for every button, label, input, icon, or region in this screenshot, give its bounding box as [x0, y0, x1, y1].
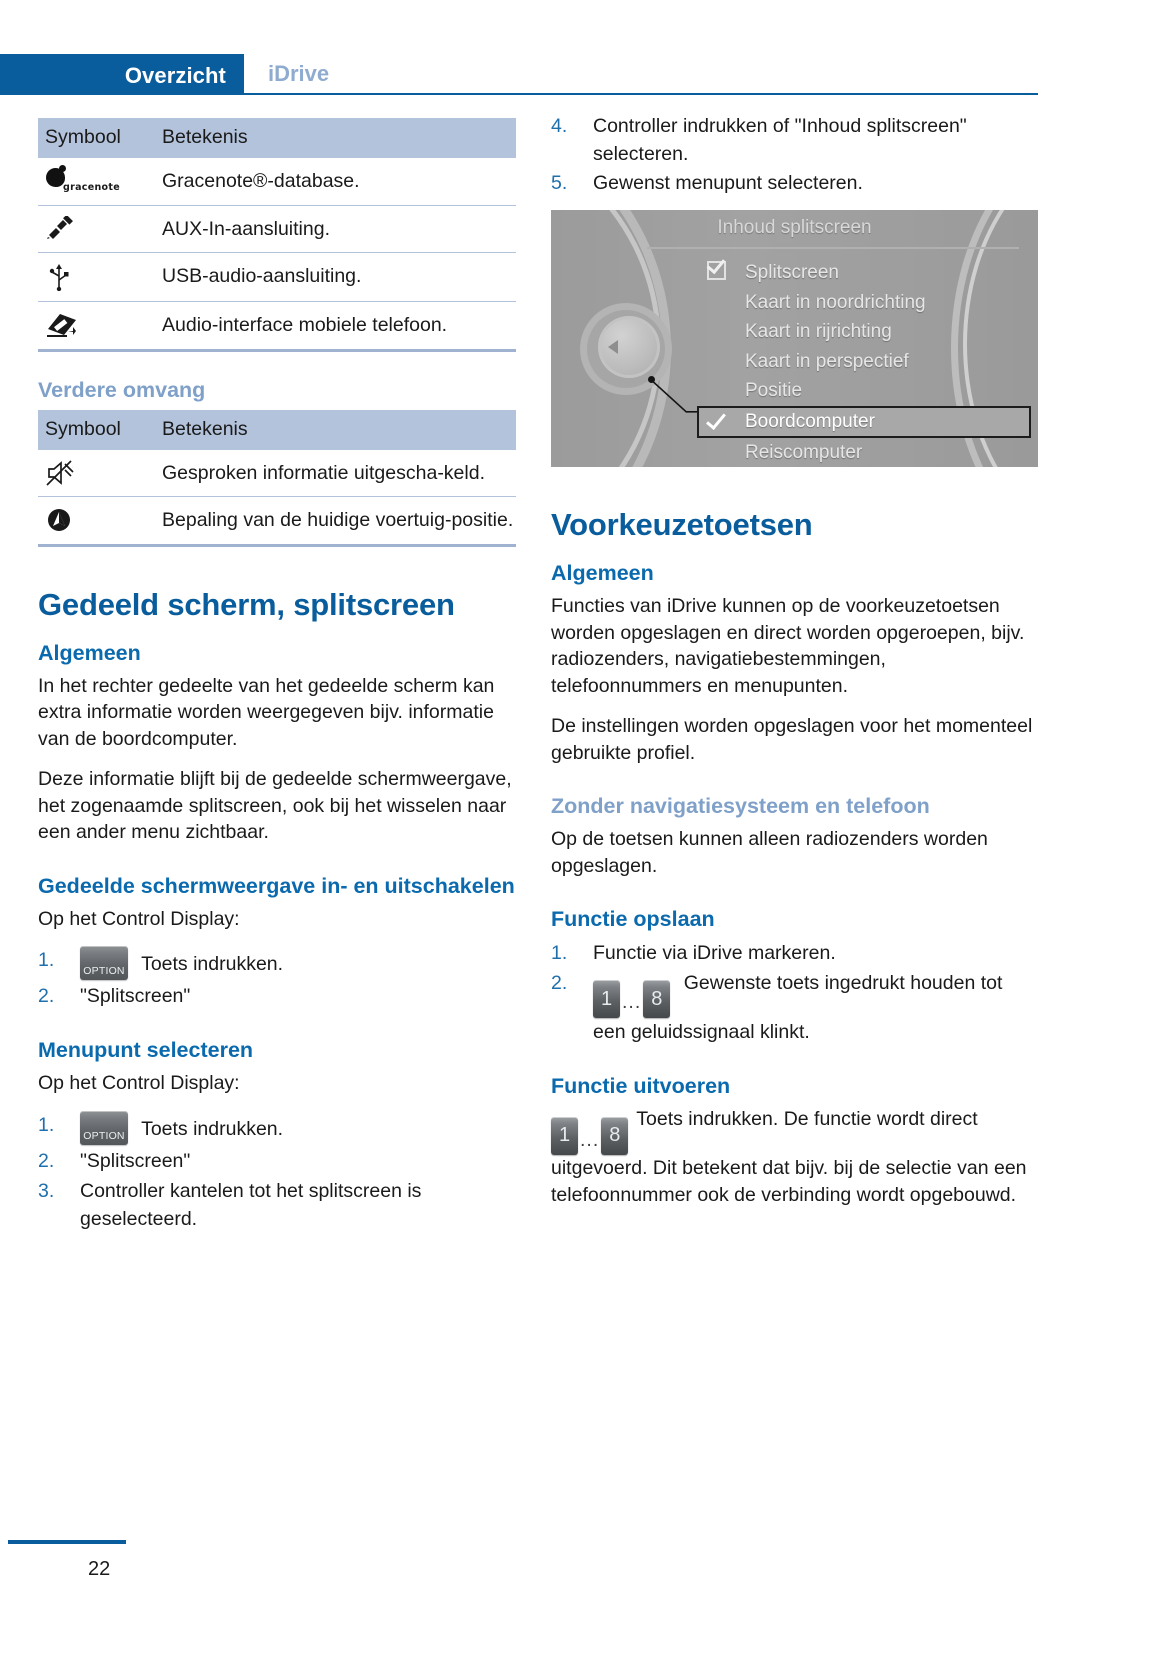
tab-overzicht[interactable]	[0, 54, 244, 94]
preset-key-1-label: 1	[558, 1124, 571, 1146]
steps-functie-opslaan	[551, 939, 1038, 1046]
menu-item-kaart-perspectief[interactable]	[699, 347, 1029, 377]
step-number: 2.	[551, 972, 568, 994]
option-key-label: OPTION	[83, 1129, 125, 1142]
functie-uitvoeren-body	[551, 1106, 1038, 1208]
step-number: 1.	[38, 1113, 55, 1136]
menu-item-boordcomputer[interactable]	[697, 406, 1031, 438]
step-text: Toets indrukken.	[141, 953, 284, 975]
back-arrow-knob-icon	[598, 316, 660, 378]
preset-key-8-icon[interactable]	[643, 980, 670, 1018]
aux-in-jack-icon	[46, 216, 80, 240]
mobile-phone-audio-interface-icon	[46, 312, 80, 338]
column-header-symbool: Symbool	[38, 410, 155, 450]
left-arrow-icon	[608, 340, 618, 354]
table-row	[38, 302, 516, 349]
table-row	[38, 253, 516, 302]
meaning-cell: AUX-In-aansluiting.	[155, 205, 516, 253]
paragraph: Functies van iDrive kunnen op de voorkeuzetoetsen worden opgeslagen en direct worden opgeroepen, bijv. radiozenders, navigatiebestemmingen, telefoonnummers en menupunten.	[551, 595, 1025, 697]
preset-key-range-icon[interactable]	[593, 980, 670, 1018]
preset-key-8-label: 8	[609, 1124, 621, 1146]
menu-item-label: Splitscreen	[745, 262, 839, 283]
heading-zonder-navigatiesysteem: Zonder navigatiesysteem en telefoon	[551, 794, 930, 818]
list-item	[551, 112, 1038, 168]
symbol-table-2	[38, 410, 516, 544]
idrive-title-rule	[647, 247, 1019, 249]
list-item	[38, 946, 516, 980]
column-header-betekenis: Betekenis	[155, 410, 516, 450]
step-number: 2.	[38, 1149, 55, 1172]
speaker-muted-icon	[46, 460, 76, 486]
list-item	[38, 1111, 516, 1145]
chapter-title-gedeeld-scherm: Gedeeld scherm, splitscreen	[38, 586, 455, 622]
step-text: Gewenst menupunt selecteren.	[593, 172, 863, 194]
functie-uitvoeren-line2: De functie wordt direct uitgevoerd. Dit betekent dat bijv. bij de selectie van een telefoonnummer ook de verbinding wordt opgebouwd.	[551, 1108, 1027, 1206]
preset-key-1-icon[interactable]	[593, 980, 620, 1018]
step-number: 1.	[38, 949, 55, 971]
symbol-cell	[38, 205, 155, 253]
heading-algemeen-left: Algemeen	[38, 640, 141, 665]
menu-item-kaart-rijrichting[interactable]	[699, 317, 1029, 347]
right-column	[551, 112, 1038, 1222]
menu-item-kaart-noordrichting[interactable]	[699, 288, 1029, 318]
menu-item-label: Kaart in noordrichting	[745, 291, 926, 313]
list-item	[38, 1147, 516, 1175]
heading-menupunt-selecteren: Menupunt selecteren	[38, 1038, 254, 1062]
symbol-cell	[38, 158, 155, 205]
functie-uitvoeren-line1: Toets indrukken.	[636, 1108, 779, 1130]
step-text: "Splitscreen"	[80, 1149, 191, 1172]
usb-icon	[46, 263, 72, 291]
column-header-symbool: Symbool	[38, 118, 155, 158]
list-item	[551, 969, 1038, 1046]
menu-item-label: Positie	[745, 380, 803, 401]
symbol-cell	[38, 450, 155, 497]
list-item	[551, 939, 1038, 967]
meaning-cell: Gracenote®-database.	[155, 158, 516, 205]
paragraph: In het rechter gedeelte van het gedeelde scherm kan extra informatie worden weergegeven bijv. informatie van de boordcomputer.	[38, 674, 495, 750]
menu-item-label: Boordcomputer	[745, 410, 875, 432]
idrive-screen-title: Inhoud splitscreen	[717, 217, 872, 238]
intro-control-display: Op het Control Display:	[38, 907, 240, 930]
table-row	[38, 158, 516, 205]
intro-control-display: Op het Control Display:	[38, 1072, 240, 1094]
page-header	[0, 27, 1165, 88]
list-item	[38, 1177, 516, 1233]
footer-rule	[8, 1540, 126, 1544]
step-text: "Splitscreen"	[80, 985, 191, 1007]
heading-functie-uitvoeren: Functie uitvoeren	[551, 1074, 731, 1098]
heading-verdere-omvang: Verdere omvang	[38, 377, 206, 402]
option-key-icon[interactable]	[80, 946, 128, 980]
chapter-title-voorkeuzetoetsen: Voorkeuzetoetsen	[551, 507, 813, 542]
ellipsis: ...	[580, 1128, 600, 1151]
step-number: 1.	[551, 942, 568, 964]
steps-menupunt-selecteren	[38, 1111, 516, 1233]
table-row	[38, 205, 516, 253]
table-header-row	[38, 118, 516, 158]
preset-key-8-label: 8	[651, 988, 663, 1010]
step-number: 2.	[38, 985, 55, 1007]
step-number: 3.	[38, 1179, 55, 1202]
step-text: Toets indrukken.	[141, 1117, 284, 1140]
page-number: 22	[88, 1558, 111, 1580]
gracenote-logo-icon: gracenote	[46, 168, 138, 190]
symbol-cell	[38, 497, 155, 544]
paragraph: De instellingen worden opgeslagen voor het momenteel gebruikte profiel.	[551, 715, 1033, 764]
symbol-table-1	[38, 118, 516, 349]
meaning-cell: USB-audio-aansluiting.	[155, 253, 516, 302]
idrive-screenshot-figure	[551, 210, 1038, 467]
tab-overzicht-label: Overzicht	[124, 63, 226, 88]
heading-functie-opslaan: Functie opslaan	[551, 907, 715, 931]
ellipsis: ...	[622, 991, 642, 1013]
meaning-cell: Gesproken informatie uitgescha-keld.	[155, 450, 516, 497]
menu-item-splitscreen[interactable]	[699, 258, 1029, 288]
idrive-menu-list	[699, 258, 1029, 467]
preset-key-range-icon[interactable]	[551, 1117, 628, 1155]
step-text: Controller indrukken of "Inhoud splitscreen" selecteren.	[593, 115, 967, 165]
menu-item-positie[interactable]	[699, 376, 1029, 406]
steps-continued	[551, 112, 1038, 197]
symbol-cell	[38, 253, 155, 302]
paragraph: Op de toetsen kunnen alleen radiozenders worden opgeslagen.	[551, 828, 988, 877]
option-key-icon[interactable]	[80, 1111, 128, 1145]
table-row	[38, 450, 516, 497]
preset-key-8-icon[interactable]	[601, 1117, 628, 1155]
step-number: 5.	[551, 172, 568, 194]
menu-item-label: Kaart in rijrichting	[745, 321, 892, 342]
check-icon	[707, 408, 739, 436]
step-number: 4.	[551, 115, 568, 137]
heading-schermweergave-in-uit: Gedeelde schermweergave in- en uitschakelen	[38, 873, 515, 898]
column-header-betekenis: Betekenis	[155, 118, 516, 158]
step-text: Gewenste toets ingedrukt houden tot een geluidssignaal klinkt.	[593, 972, 1003, 1043]
option-key-label: OPTION	[83, 965, 125, 977]
preset-key-1-label: 1	[600, 988, 613, 1010]
heading-algemeen-right: Algemeen	[551, 561, 654, 585]
vehicle-position-icon	[46, 507, 72, 533]
list-item	[551, 169, 1038, 197]
menu-item-reiscomputer[interactable]	[699, 438, 1029, 468]
paragraph: Deze informatie blijft bij de gedeelde schermweergave, het zogenaamde splitscreen, ook bij het wisselen naar een ander menu zichtbaar.	[38, 768, 512, 843]
tab-idrive[interactable]: iDrive	[268, 61, 330, 86]
table-header-row	[38, 410, 516, 450]
meaning-cell: Audio-interface mobiele telefoon.	[162, 314, 448, 336]
checkbox-checked-icon	[707, 258, 739, 288]
step-text: Controller kantelen tot het splitscreen is geselecteerd.	[80, 1179, 422, 1230]
step-text: Functie via iDrive markeren.	[593, 942, 836, 964]
preset-key-1-icon[interactable]	[551, 1117, 578, 1155]
table-row	[38, 497, 516, 544]
left-column	[38, 118, 516, 1235]
list-item	[38, 982, 516, 1010]
menu-item-label: Kaart in perspectief	[745, 350, 909, 372]
symbol-cell	[38, 302, 155, 349]
menu-item-label: Reiscomputer	[745, 441, 863, 463]
meaning-cell: Bepaling van de huidige voertuig-positie.	[162, 509, 514, 531]
steps-in-uitschakelen	[38, 946, 516, 1010]
